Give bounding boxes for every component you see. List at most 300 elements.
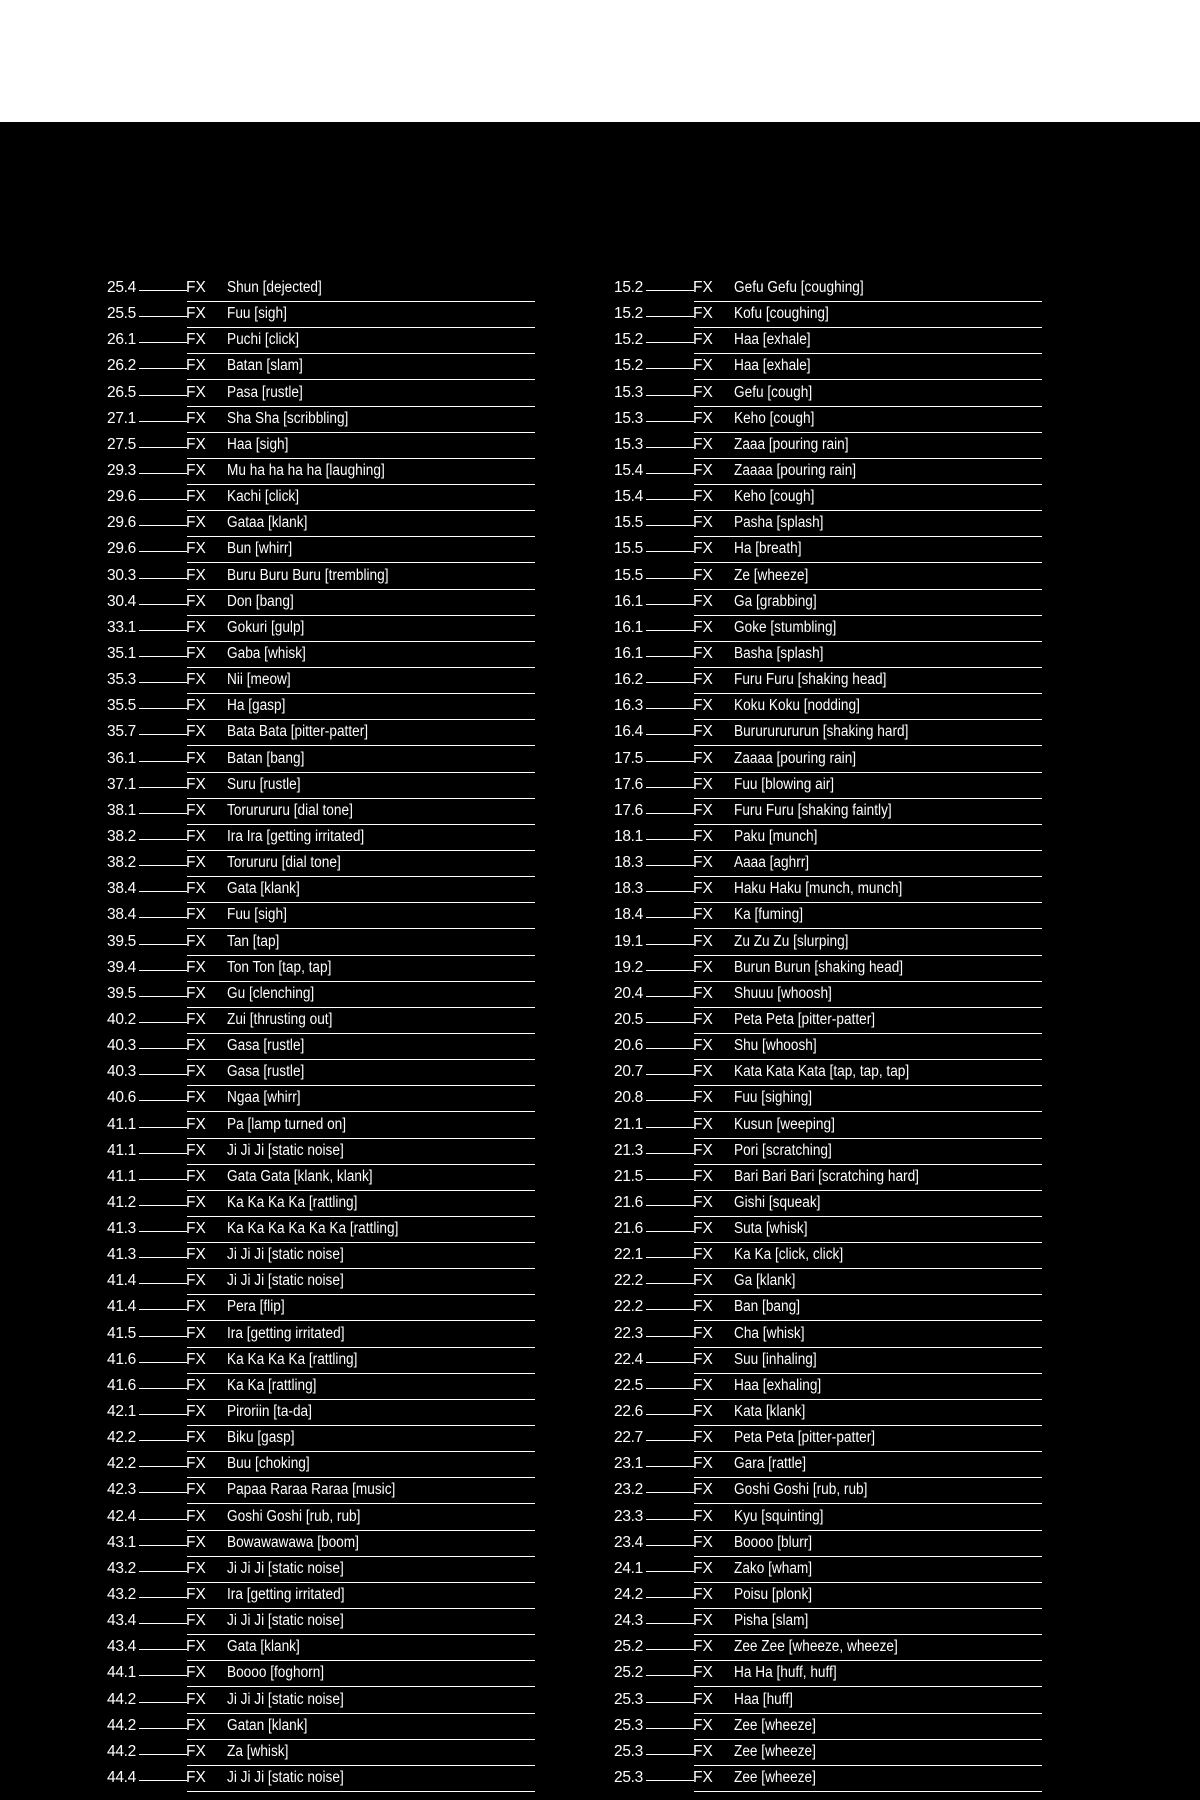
fx-page-ref: 40.3 xyxy=(107,1037,136,1055)
fx-entry xyxy=(614,1715,1044,1741)
fx-page-ref: 16.1 xyxy=(614,618,643,636)
fx-label: FX xyxy=(693,1403,713,1421)
leader-line xyxy=(139,342,187,343)
fx-label: FX xyxy=(186,1638,206,1656)
fx-page-ref: 26.1 xyxy=(107,331,136,349)
fx-page-ref: 41.5 xyxy=(107,1324,136,1342)
leader-line xyxy=(646,865,694,866)
leader-line xyxy=(646,1127,694,1128)
fx-entry xyxy=(614,408,1044,434)
fx-label: FX xyxy=(693,644,713,662)
fx-entry xyxy=(107,1087,537,1113)
fx-entry xyxy=(107,460,537,486)
fx-entry xyxy=(107,1140,537,1166)
fx-entry xyxy=(107,1244,537,1270)
fx-entry xyxy=(614,1349,1044,1375)
fx-page-ref: 26.5 xyxy=(107,383,136,401)
fx-description: Gaba [whisk] xyxy=(227,644,306,662)
fx-page-ref: 42.1 xyxy=(107,1403,136,1421)
underline-rule xyxy=(694,1556,1042,1557)
fx-description: Boooo [blurr] xyxy=(734,1533,813,1551)
underline-rule xyxy=(694,562,1042,563)
leader-line xyxy=(646,499,694,500)
fx-description: Haa [huff] xyxy=(734,1690,793,1708)
fx-label: FX xyxy=(693,1455,713,1473)
leader-line xyxy=(139,1205,187,1206)
fx-page-ref: 41.6 xyxy=(107,1376,136,1394)
fx-description: Ji Ji Ji [static noise] xyxy=(227,1612,344,1630)
fx-label: FX xyxy=(186,1612,206,1630)
fx-entry xyxy=(107,303,537,329)
fx-page-ref: 43.2 xyxy=(107,1559,136,1577)
underline-rule xyxy=(694,1713,1042,1714)
fx-label: FX xyxy=(693,1324,713,1342)
fx-description: Furu Furu [shaking faintly] xyxy=(734,801,892,819)
underline-rule xyxy=(187,1085,535,1086)
leader-line xyxy=(139,1571,187,1572)
fx-description: Ha Ha [huff, huff] xyxy=(734,1664,837,1682)
fx-description: Gataa [klank] xyxy=(227,514,308,532)
fx-page-ref: 41.1 xyxy=(107,1115,136,1133)
fx-entry xyxy=(107,1323,537,1349)
fx-label: FX xyxy=(186,1115,206,1133)
fx-entry xyxy=(614,1532,1044,1558)
fx-page-ref: 20.6 xyxy=(614,1037,643,1055)
fx-label: FX xyxy=(186,331,206,349)
fx-entry xyxy=(107,1009,537,1035)
fx-label: FX xyxy=(186,775,206,793)
underline-rule xyxy=(694,1791,1042,1792)
fx-page-ref: 18.3 xyxy=(614,880,643,898)
leader-line xyxy=(646,1179,694,1180)
underline-rule xyxy=(694,1739,1042,1740)
leader-line xyxy=(139,708,187,709)
fx-label: FX xyxy=(186,461,206,479)
fx-label: FX xyxy=(186,618,206,636)
fx-page-ref: 21.3 xyxy=(614,1141,643,1159)
fx-entry xyxy=(107,1296,537,1322)
fx-entry xyxy=(107,1166,537,1192)
fx-label: FX xyxy=(693,1063,713,1081)
fx-label: FX xyxy=(186,1220,206,1238)
fx-entry xyxy=(614,643,1044,669)
underline-rule xyxy=(694,667,1042,668)
fx-description: Gasa [rustle] xyxy=(227,1063,305,1081)
underline-rule xyxy=(187,1477,535,1478)
fx-description: Gokuri [gulp] xyxy=(227,618,305,636)
fx-entry xyxy=(614,1767,1044,1793)
fx-description: Haa [sigh] xyxy=(227,435,289,453)
fx-description: Zee [wheeze] xyxy=(734,1769,816,1787)
fx-page-ref: 33.1 xyxy=(107,618,136,636)
underline-rule xyxy=(187,1242,535,1243)
fx-page-ref: 22.7 xyxy=(614,1429,643,1447)
fx-page-ref: 15.3 xyxy=(614,383,643,401)
fx-entry xyxy=(107,565,537,591)
leader-line xyxy=(646,1048,694,1049)
fx-description: Goshi Goshi [rub, rub] xyxy=(734,1481,868,1499)
fx-page-ref: 15.3 xyxy=(614,409,643,427)
fx-page-ref: 41.3 xyxy=(107,1246,136,1264)
fx-entry xyxy=(107,983,537,1009)
fx-description: Bowawawawa [boom] xyxy=(227,1533,359,1551)
fx-page-ref: 24.3 xyxy=(614,1612,643,1630)
fx-description: Basha [splash] xyxy=(734,644,824,662)
fx-entry xyxy=(614,1453,1044,1479)
fx-page-ref: 30.4 xyxy=(107,592,136,610)
leader-line xyxy=(139,1153,187,1154)
leader-line xyxy=(646,1519,694,1520)
fx-page-ref: 16.1 xyxy=(614,644,643,662)
fx-description: Koku Koku [nodding] xyxy=(734,697,860,715)
underline-rule xyxy=(187,1216,535,1217)
leader-line xyxy=(646,395,694,396)
fx-description: Zu Zu Zu [slurping] xyxy=(734,932,849,950)
fx-description: Batan [bang] xyxy=(227,749,305,767)
leader-line xyxy=(139,917,187,918)
fx-page-ref: 43.1 xyxy=(107,1533,136,1551)
fx-description: Shu [whoosh] xyxy=(734,1037,817,1055)
fx-description: Fuu [blowing air] xyxy=(734,775,835,793)
fx-label: FX xyxy=(693,1690,713,1708)
fx-label: FX xyxy=(693,1586,713,1604)
fx-page-ref: 43.4 xyxy=(107,1638,136,1656)
leader-line xyxy=(646,1440,694,1441)
fx-entry xyxy=(107,1035,537,1061)
fx-page-ref: 41.4 xyxy=(107,1272,136,1290)
fx-label: FX xyxy=(693,1272,713,1290)
leader-line xyxy=(139,1780,187,1781)
fx-entry xyxy=(614,329,1044,355)
fx-label: FX xyxy=(186,1246,206,1264)
fx-page-ref: 35.7 xyxy=(107,723,136,741)
fx-label: FX xyxy=(693,1638,713,1656)
fx-entry xyxy=(107,826,537,852)
underline-rule xyxy=(187,1059,535,1060)
fx-label: FX xyxy=(693,514,713,532)
fx-entry xyxy=(614,434,1044,460)
fx-page-ref: 21.6 xyxy=(614,1193,643,1211)
fx-label: FX xyxy=(693,827,713,845)
fx-page-ref: 22.5 xyxy=(614,1376,643,1394)
fx-page-ref: 20.7 xyxy=(614,1063,643,1081)
leader-line xyxy=(646,1231,694,1232)
fx-page-ref: 19.2 xyxy=(614,958,643,976)
underline-rule xyxy=(187,1451,535,1452)
fx-page-ref: 15.5 xyxy=(614,540,643,558)
fx-label: FX xyxy=(693,1220,713,1238)
leader-line xyxy=(139,996,187,997)
fx-label: FX xyxy=(693,305,713,323)
fx-label: FX xyxy=(693,671,713,689)
underline-rule xyxy=(187,1713,535,1714)
fx-label: FX xyxy=(693,357,713,375)
fx-label: FX xyxy=(186,1769,206,1787)
fx-page-ref: 17.6 xyxy=(614,775,643,793)
fx-description: Batan [slam] xyxy=(227,357,303,375)
leader-line xyxy=(139,604,187,605)
fx-entry xyxy=(614,800,1044,826)
fx-page-ref: 44.4 xyxy=(107,1769,136,1787)
fx-description: Ga [klank] xyxy=(734,1272,796,1290)
fx-entry xyxy=(614,1636,1044,1662)
underline-rule xyxy=(694,1007,1042,1008)
fx-description: Kyu [squinting] xyxy=(734,1507,824,1525)
fx-entry xyxy=(107,1532,537,1558)
leader-line xyxy=(139,1257,187,1258)
leader-line xyxy=(139,1074,187,1075)
fx-page-ref: 25.3 xyxy=(614,1769,643,1787)
fx-label: FX xyxy=(693,618,713,636)
leader-line xyxy=(139,1283,187,1284)
underline-rule xyxy=(694,1190,1042,1191)
fx-description: Cha [whisk] xyxy=(734,1324,805,1342)
fx-list-left xyxy=(107,277,537,1793)
fx-label: FX xyxy=(693,1089,713,1107)
fx-entry xyxy=(614,1218,1044,1244)
fx-entry xyxy=(614,1166,1044,1192)
fx-page-ref: 23.2 xyxy=(614,1481,643,1499)
fx-entry xyxy=(107,382,537,408)
leader-line xyxy=(139,1388,187,1389)
fx-label: FX xyxy=(186,383,206,401)
underline-rule xyxy=(187,1294,535,1295)
underline-rule xyxy=(694,1582,1042,1583)
underline-rule xyxy=(187,1138,535,1139)
fx-entry xyxy=(107,1741,537,1767)
fx-page-ref: 20.5 xyxy=(614,1010,643,1028)
fx-description: Ka Ka Ka Ka [rattling] xyxy=(227,1350,358,1368)
fx-label: FX xyxy=(186,1350,206,1368)
fx-label: FX xyxy=(693,932,713,950)
fx-description: Ji Ji Ji [static noise] xyxy=(227,1690,344,1708)
fx-label: FX xyxy=(693,1507,713,1525)
fx-label: FX xyxy=(186,1403,206,1421)
fx-description: Papaa Raraa Raraa [music] xyxy=(227,1481,396,1499)
fx-page-ref: 40.2 xyxy=(107,1010,136,1028)
fx-entry xyxy=(107,486,537,512)
leader-line xyxy=(646,944,694,945)
leader-line xyxy=(646,473,694,474)
fx-label: FX xyxy=(693,984,713,1002)
fx-label: FX xyxy=(186,435,206,453)
underline-rule xyxy=(694,1164,1042,1165)
leader-line xyxy=(646,1153,694,1154)
fx-entry xyxy=(614,1506,1044,1532)
fx-entry xyxy=(614,1061,1044,1087)
leader-line xyxy=(139,865,187,866)
fx-entry xyxy=(614,382,1044,408)
fx-label: FX xyxy=(186,279,206,296)
leader-line xyxy=(646,290,694,291)
fx-page-ref: 29.6 xyxy=(107,488,136,506)
fx-description: Ka Ka Ka Ka [rattling] xyxy=(227,1193,358,1211)
fx-entry xyxy=(107,1662,537,1688)
fx-entry xyxy=(107,1218,537,1244)
underline-rule xyxy=(694,1425,1042,1426)
leader-line xyxy=(646,1728,694,1729)
underline-rule xyxy=(694,1608,1042,1609)
fx-description: Ka Ka [click, click] xyxy=(734,1246,844,1264)
fx-label: FX xyxy=(186,566,206,584)
underline-rule xyxy=(187,1608,535,1609)
underline-rule xyxy=(187,1164,535,1165)
leader-line xyxy=(646,1205,694,1206)
leader-line xyxy=(139,1519,187,1520)
underline-rule xyxy=(694,510,1042,511)
underline-rule xyxy=(694,641,1042,642)
fx-entry xyxy=(107,721,537,747)
leader-line xyxy=(139,525,187,526)
fx-page-ref: 42.4 xyxy=(107,1507,136,1525)
underline-rule xyxy=(694,798,1042,799)
underline-rule xyxy=(694,928,1042,929)
underline-rule xyxy=(694,353,1042,354)
fx-page-ref: 18.3 xyxy=(614,854,643,872)
underline-rule xyxy=(694,458,1042,459)
underline-rule xyxy=(187,719,535,720)
fx-label: FX xyxy=(186,932,206,950)
fx-label: FX xyxy=(693,1298,713,1316)
fx-description: Ji Ji Ji [static noise] xyxy=(227,1246,344,1264)
leader-line xyxy=(139,1336,187,1337)
fx-description: Pasa [rustle] xyxy=(227,383,303,401)
fx-description: Pori [scratching] xyxy=(734,1141,832,1159)
fx-label: FX xyxy=(186,671,206,689)
fx-description: Don [bang] xyxy=(227,592,294,610)
fx-page-ref: 15.2 xyxy=(614,331,643,349)
leader-line xyxy=(139,1127,187,1128)
fx-description: Haa [exhale] xyxy=(734,357,811,375)
fx-description: Gefu Gefu [coughing] xyxy=(734,279,864,296)
fx-description: Bun [whirr] xyxy=(227,540,293,558)
fx-description: Gasa [rustle] xyxy=(227,1037,305,1055)
fx-description: Furu Furu [shaking head] xyxy=(734,671,887,689)
fx-label: FX xyxy=(693,1769,713,1787)
underline-rule xyxy=(187,955,535,956)
fx-page-ref: 29.3 xyxy=(107,461,136,479)
leader-line xyxy=(139,1100,187,1101)
fx-page-ref: 25.5 xyxy=(107,305,136,323)
fx-description: Kusun [weeping] xyxy=(734,1115,835,1133)
fx-entry xyxy=(614,1662,1044,1688)
fx-description: Haku Haku [munch, munch] xyxy=(734,880,903,898)
fx-label: FX xyxy=(186,958,206,976)
underline-rule xyxy=(187,1765,535,1766)
fx-page-ref: 39.4 xyxy=(107,958,136,976)
leader-line xyxy=(139,1022,187,1023)
fx-entry xyxy=(107,1349,537,1375)
fx-description: Gishi [squeak] xyxy=(734,1193,821,1211)
leader-line xyxy=(646,578,694,579)
fx-label: FX xyxy=(693,331,713,349)
fx-label: FX xyxy=(186,1010,206,1028)
underline-rule xyxy=(187,876,535,877)
underline-rule xyxy=(187,1033,535,1034)
fx-description: Suu [inhaling] xyxy=(734,1350,817,1368)
fx-page-ref: 15.5 xyxy=(614,566,643,584)
fx-page-ref: 16.3 xyxy=(614,697,643,715)
fx-label: FX xyxy=(693,801,713,819)
fx-entry xyxy=(614,355,1044,381)
leader-line xyxy=(139,1754,187,1755)
leader-line xyxy=(139,761,187,762)
fx-entry xyxy=(107,904,537,930)
fx-description: Kachi [click] xyxy=(227,488,300,506)
leader-line xyxy=(646,1257,694,1258)
leader-line xyxy=(139,1466,187,1467)
fx-page-ref: 19.1 xyxy=(614,932,643,950)
leader-line xyxy=(139,1649,187,1650)
fx-entry xyxy=(107,591,537,617)
fx-label: FX xyxy=(693,1481,713,1499)
fx-description: Puchi [click] xyxy=(227,331,300,349)
fx-description: Keho [cough] xyxy=(734,488,815,506)
fx-page-ref: 15.4 xyxy=(614,488,643,506)
underline-rule xyxy=(187,1347,535,1348)
fx-page-ref: 44.1 xyxy=(107,1664,136,1682)
fx-page-ref: 15.5 xyxy=(614,514,643,532)
fx-page-ref: 41.3 xyxy=(107,1220,136,1238)
fx-entry xyxy=(107,1375,537,1401)
fx-description: Sha Sha [scribbling] xyxy=(227,409,349,427)
underline-rule xyxy=(187,432,535,433)
fx-label: FX xyxy=(186,540,206,558)
leader-line xyxy=(646,1414,694,1415)
fx-entry xyxy=(107,538,537,564)
fx-label: FX xyxy=(693,723,713,741)
fx-description: Pera [flip] xyxy=(227,1298,285,1316)
fx-label: FX xyxy=(693,1115,713,1133)
leader-line xyxy=(646,1466,694,1467)
underline-rule xyxy=(187,850,535,851)
fx-entry xyxy=(614,904,1044,930)
leader-line xyxy=(139,316,187,317)
fx-description: Fuu [sigh] xyxy=(227,906,287,924)
leader-line xyxy=(646,839,694,840)
underline-rule xyxy=(694,432,1042,433)
fx-page-ref: 44.2 xyxy=(107,1690,136,1708)
leader-line xyxy=(139,1048,187,1049)
fx-page-ref: 21.6 xyxy=(614,1220,643,1238)
fx-page-ref: 18.1 xyxy=(614,827,643,845)
underline-rule xyxy=(187,379,535,380)
underline-rule xyxy=(187,667,535,668)
underline-rule xyxy=(187,406,535,407)
fx-label: FX xyxy=(693,906,713,924)
fx-entry xyxy=(107,329,537,355)
fx-entry xyxy=(614,774,1044,800)
underline-rule xyxy=(694,981,1042,982)
leader-line xyxy=(646,525,694,526)
fx-entry xyxy=(614,591,1044,617)
fx-page-ref: 25.3 xyxy=(614,1716,643,1734)
fx-description: Bari Bari Bari [scratching hard] xyxy=(734,1167,919,1185)
underline-rule xyxy=(694,824,1042,825)
fx-page-ref: 37.1 xyxy=(107,775,136,793)
fx-label: FX xyxy=(186,1167,206,1185)
underline-rule xyxy=(187,1660,535,1661)
fx-description: Ton Ton [tap, tap] xyxy=(227,958,332,976)
fx-entry xyxy=(614,460,1044,486)
fx-entry xyxy=(107,355,537,381)
fx-page-ref: 38.4 xyxy=(107,906,136,924)
underline-rule xyxy=(694,1242,1042,1243)
fx-label: FX xyxy=(186,723,206,741)
leader-line xyxy=(646,1597,694,1598)
underline-rule xyxy=(694,1216,1042,1217)
fx-label: FX xyxy=(186,592,206,610)
